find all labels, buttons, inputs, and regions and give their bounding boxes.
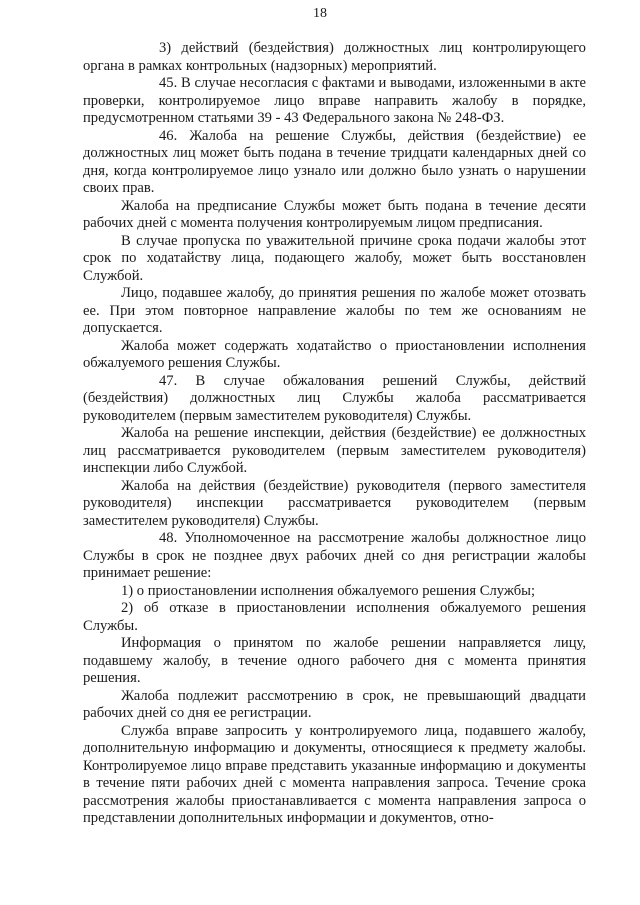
paragraph-text: 2) об отказе в приостановлении исполнения обжалуемого решения Службы. [83, 600, 586, 634]
paragraph-number: 48. [159, 530, 178, 546]
paragraph-text: 1) о приостановлении исполнения обжалуемого решения Службы; [121, 582, 536, 599]
paragraph [83, 530, 586, 583]
paragraph [83, 285, 586, 338]
paragraph-number: 3) [159, 40, 172, 56]
paragraph [83, 75, 586, 128]
paragraph-text: В случае обжалования решений Службы, действий (бездействия) должностных лиц Службы жалоба рассматривается руководителем (первым заместителем руководителя) Службы. [83, 372, 586, 424]
paragraph [83, 198, 586, 233]
paragraph-text: Жалоба подлежит рассмотрению в срок, не превышающий двадцати рабочих дней со дня ее регистрации. [83, 687, 586, 721]
paragraph [83, 425, 586, 478]
paragraph [83, 478, 586, 531]
paragraph-text: Жалоба может содержать ходатайство о приостановлении исполнения обжалуемого решения Службы. [83, 337, 586, 371]
paragraph-number: 47. [159, 372, 178, 389]
paragraph [83, 723, 586, 828]
paragraph [83, 688, 586, 723]
paragraph-text: Жалоба на предписание Службы может быть подана в течение десяти рабочих дней с момента получения контролируемым лицом предписания. [83, 197, 586, 231]
paragraph-text: Жалоба на решение Службы, действия (бездействие) ее должностных лиц может быть подана в течение тридцати календарных дней со дня, когда контролируемое лицо узнало или должно было узнать о нарушении своих прав. [83, 127, 586, 196]
paragraph-text: Лицо, подавшее жалобу, до принятия решения по жалобе может отозвать ее. При этом повторное направление жалобы по тем же основаниям не допускается. [83, 285, 586, 336]
paragraph-text: В случае пропуска по уважительной причине срока подачи жалобы этот срок по ходатайству лица, подающего жалобу, может быть восстановлен Службой. [83, 232, 586, 284]
paragraph-text: Уполномоченное на рассмотрение жалобы должностное лицо Службы в срок не позднее двух рабочих дней со дня регистрации жалобы принимает решение: [83, 530, 586, 581]
page-number: 18 [313, 6, 327, 21]
paragraph [83, 583, 586, 601]
paragraph [83, 40, 586, 75]
paragraph-text: В случае несогласия с фактами и выводами, изложенными в акте проверки, контролируемое лицо вправе направить жалобу в порядке, предусмотренном статьями 39 - 43 Федерального закона № 248-ФЗ. [83, 75, 586, 126]
paragraph-number: 45. [159, 75, 178, 91]
paragraph-text: Служба вправе запросить у контролируемого лица, подавшего жалобу, дополнительную информацию и документы, относящиеся к предмету жалобы. Контролируемое лицо вправе представить указанные информацию и документы в течение пяти рабочих дней с момента направления запроса. Течение срока рассмотрения жалобы приостанавливается с момента направления запроса о представлении дополнительных информации и документов, отно- [83, 722, 586, 826]
paragraph [83, 373, 586, 426]
paragraph-number: 46. [159, 127, 178, 144]
document-body [83, 40, 586, 828]
paragraph [83, 233, 586, 286]
paragraph-text: Информация о принятом по жалобе решении направляется лицу, подавшему жалобу, в течение одного рабочего дня с момента принятия решения. [83, 635, 586, 686]
paragraph-text: Жалоба на действия (бездействие) руководителя (первого заместителя руководителя) инспекции рассматривается руководителем (первым заместителем руководителя) Службы. [83, 477, 586, 529]
paragraph [83, 338, 586, 373]
paragraph-text: Жалоба на решение инспекции, действия (бездействие) ее должностных лиц рассматривается руководителем (первым заместителем руководителя) инспекции либо Службой. [83, 425, 586, 476]
paragraph-text: действий (бездействия) должностных лиц контролирующего органа в рамках контрольных (надзорных) мероприятий. [83, 40, 586, 74]
paragraph [83, 128, 586, 198]
paragraph [83, 635, 586, 688]
paragraph [83, 600, 586, 635]
